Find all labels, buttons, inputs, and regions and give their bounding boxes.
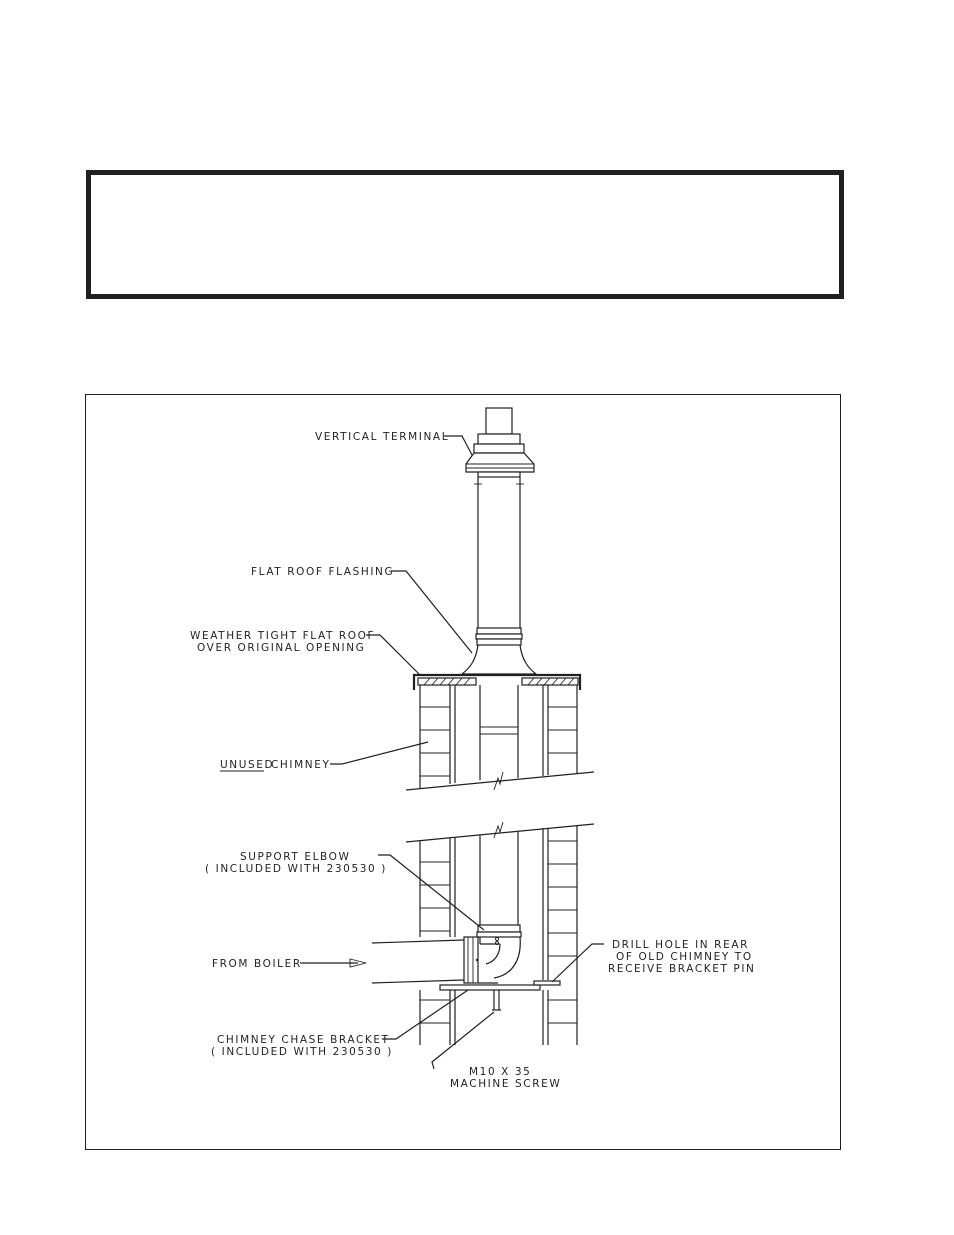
unused-chimney-upper <box>406 685 594 790</box>
label-screw-2: MACHINE SCREW <box>450 1078 562 1090</box>
label-support-elbow-1: SUPPORT ELBOW <box>240 851 351 863</box>
weather-tight-flat-roof <box>414 675 580 690</box>
label-drill-hole-1: DRILL HOLE IN REAR <box>612 939 749 951</box>
label-chimney-chase-2: ( INCLUDED WITH 230530 ) <box>211 1046 393 1058</box>
label-chimney: CHIMNEY <box>271 759 331 771</box>
label-screw-1: M10 X 35 <box>469 1066 532 1078</box>
labels <box>190 431 756 1090</box>
label-weather-tight-2: OVER ORIGINAL OPENING <box>197 642 366 654</box>
label-from-boiler: FROM BOILER <box>212 958 302 970</box>
label-chimney-chase-1: CHIMNEY CHASE BRACKET <box>217 1034 390 1046</box>
label-flat-roof-flashing: FLAT ROOF FLASHING <box>251 566 395 578</box>
label-support-elbow-2: ( INCLUDED WITH 230530 ) <box>205 863 387 875</box>
support-elbow <box>372 925 521 983</box>
label-unused: UNUSED <box>220 759 275 771</box>
vent-pipe-upper <box>474 477 524 645</box>
flat-roof-flashing <box>462 645 536 674</box>
chimney-chase-bracket <box>440 981 560 1010</box>
label-weather-tight-1: WEATHER TIGHT FLAT ROOF <box>190 630 376 642</box>
label-vertical-terminal: VERTICAL TERMINAL <box>315 431 450 443</box>
vertical-terminal <box>466 408 534 477</box>
leader-lines <box>300 436 604 1069</box>
label-drill-hole-2: OF OLD CHIMNEY TO <box>616 951 753 963</box>
label-drill-hole-3: RECEIVE BRACKET PIN <box>608 963 756 975</box>
